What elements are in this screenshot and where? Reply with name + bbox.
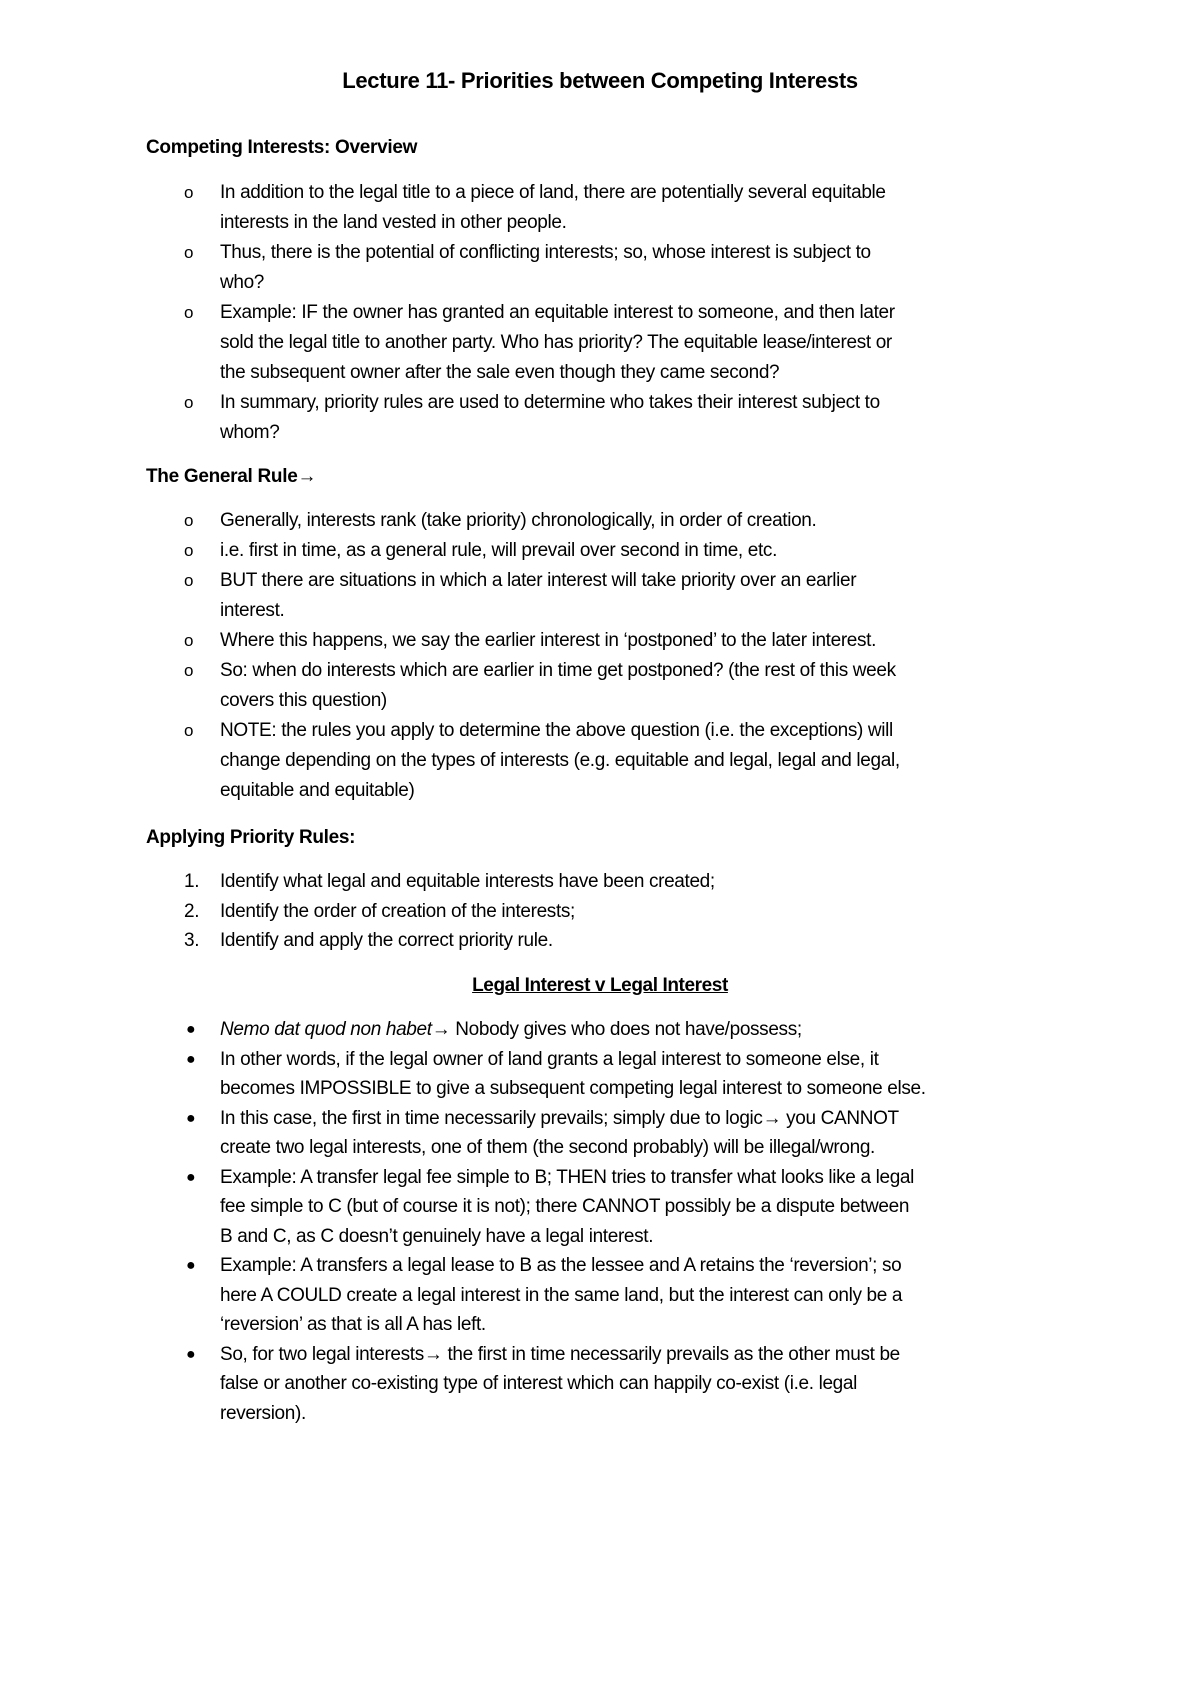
circle-bullet-icon: o: [184, 183, 194, 202]
list-item: o Example: IF the owner has granted an equitable interest to someone, and then later sold the legal title to another party. Who has priority? The equitable lease/interest or the subsequent owner after the sale even though they came second?: [146, 298, 1066, 388]
section-heading-general-rule: The General Rule→: [146, 466, 317, 487]
circle-bullet-icon: o: [184, 511, 194, 530]
legal-v-legal-list: [146, 1015, 1066, 1428]
list-item: o NOTE: the rules you apply to determine the above question (i.e. the exceptions) will change depending on the types of interests (e.g. equitable and legal, legal and legal, equitable and equitable): [146, 716, 1066, 806]
list-item: o Thus, there is the potential of conflicting interests; so, whose interest is subject to who?: [146, 238, 1066, 298]
overview-list: [146, 178, 1066, 448]
list-item: o Generally, interests rank (take priority) chronologically, in order of creation.: [146, 506, 1066, 536]
list-item: o Where this happens, we say the earlier interest in ‘postponed’ to the later interest.: [146, 626, 1066, 656]
list-item: ● In this case, the first in time necessarily prevails; simply due to logic→ you CANNOT create two legal interests, one of them (the second probably) will be illegal/wrong.: [146, 1104, 1066, 1163]
list-item: o In summary, priority rules are used to determine who takes their interest subject to whom?: [146, 388, 1066, 448]
circle-bullet-icon: o: [184, 303, 194, 322]
numbered-item: 3. Identify and apply the correct priority rule.: [184, 930, 553, 951]
circle-bullet-icon: o: [184, 541, 194, 560]
list-item: ● Example: A transfer legal fee simple to B; THEN tries to transfer what looks like a legal fee simple to C (but of course it is not); there CANNOT possibly be a dispute between B and C, as C doesn’t genuinely have a legal interest.: [146, 1163, 1066, 1252]
bullet-icon: ●: [186, 1257, 196, 1274]
document-title: Lecture 11- Priorities between Competing Interests: [342, 68, 858, 93]
list-item: ● In other words, if the legal owner of land grants a legal interest to someone else, it becomes IMPOSSIBLE to give a subsequent competing legal interest to someone else.: [146, 1045, 1066, 1104]
bullet-icon: ●: [186, 1021, 196, 1038]
circle-bullet-icon: o: [184, 721, 194, 740]
section-heading-overview: Competing Interests: Overview: [146, 137, 418, 158]
numbered-item: 2. Identify the order of creation of the interests;: [184, 900, 575, 922]
circle-bullet-icon: o: [184, 243, 194, 262]
circle-bullet-icon: o: [184, 393, 194, 412]
circle-bullet-icon: o: [184, 571, 194, 590]
bullet-icon: ●: [186, 1345, 196, 1363]
list-item: o In addition to the legal title to a piece of land, there are potentially several equitable interests in the land vested in other people.: [146, 178, 1066, 238]
list-item: o BUT there are situations in which a later interest will take priority over an earlier interest.: [146, 566, 1066, 626]
list-item: ● Nemo dat quod non habet→ Nobody gives who does not have/possess;: [146, 1015, 1066, 1045]
numbered-item: 1. Identify what legal and equitable interests have been created;: [184, 871, 715, 892]
section-heading-applying: Applying Priority Rules:: [146, 827, 356, 848]
bullet-icon: ●: [186, 1109, 196, 1127]
list-item: o So: when do interests which are earlier in time get postponed? (the rest of this week covers this question): [146, 656, 1066, 716]
bullet-icon: ●: [186, 1168, 196, 1186]
circle-bullet-icon: o: [184, 661, 194, 680]
bullet-icon: ●: [186, 1050, 196, 1068]
applying-list: [146, 867, 1066, 956]
general-rule-list: [146, 506, 1066, 806]
list-item: ● So, for two legal interests→ the first in time necessarily prevails as the other must be false or another co-existing type of interest which can happily co-exist (i.e. legal reversion).: [146, 1340, 1066, 1429]
section-heading-legal-v-legal: Legal Interest v Legal Interest: [472, 975, 728, 996]
list-item: o i.e. first in time, as a general rule, will prevail over second in time, etc.: [146, 536, 1066, 566]
list-item: ● Example: A transfers a legal lease to B as the lessee and A retains the ‘reversion’; so here A COULD create a legal interest in the same land, but the interest can only be a ‘reversion’ as that is all A has left.: [146, 1251, 1066, 1340]
circle-bullet-icon: o: [184, 631, 194, 650]
